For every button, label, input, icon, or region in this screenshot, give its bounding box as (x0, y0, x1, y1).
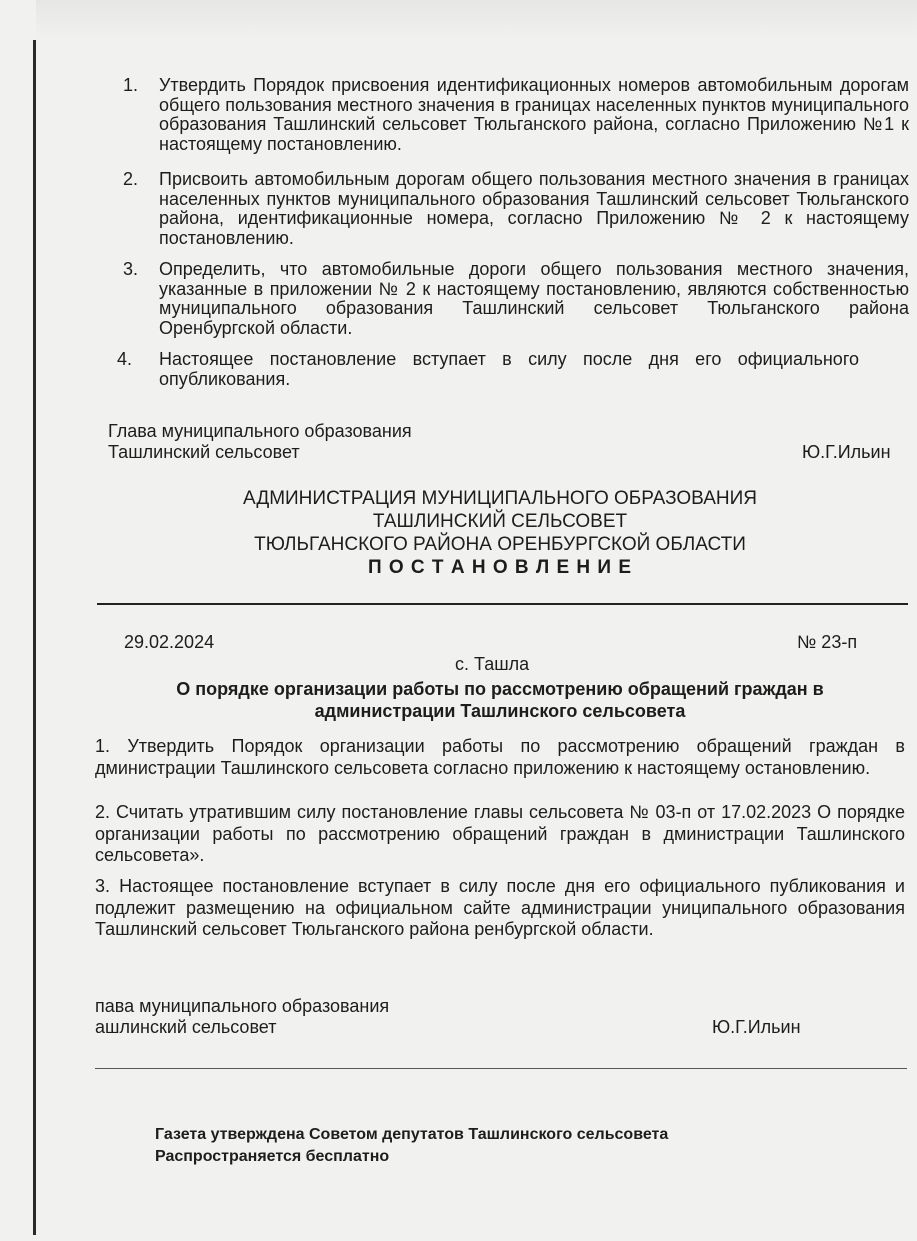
footer-rule (95, 1068, 907, 1069)
footer-line: Распространяется бесплатно (155, 1148, 390, 1165)
signature-title: Глава муниципального образования (108, 421, 412, 441)
list-item-text: Настоящее постановление вступает в силу после дня его официального опубликования. (159, 349, 859, 389)
list-item-text: Присвоить автомобильным дорогам общего пользования местного значения в границах населенных пунктов муниципального образования Ташлинский сельсовет Тюльганского района, идентификационные номера, согласно Приложению № 2 к настоящему постановлению. (159, 169, 909, 248)
list-item-text: Утвердить Порядок присвоения идентификационных номеров автомобильным дорогам общего пользования местного значения в границах населенных пунктов муниципального образования Ташлинский сельсовет Тюльганского района, согласно Приложению №1 к настоящему постановлению. (159, 75, 909, 154)
signature-org: ашлинский сельсовет (95, 1017, 277, 1037)
signature-org: Ташлинский сельсовет (108, 442, 300, 462)
document-title: администрации Ташлинского сельсовета (314, 701, 686, 721)
header-line: ТЮЛЬГАНСКОГО РАЙОНА ОРЕНБУРГСКОЙ ОБЛАСТИ (254, 534, 746, 555)
paragraph: 2. Считать утратившим силу постановление главы сельсовета № 03-п от 17.02.2023 О порядке организации работы по рассмотрению обращений граждан в дминистрации Ташлинского сельсовета». (95, 802, 905, 865)
document-date: 29.02.2024 (124, 632, 215, 652)
list-item-number: 2. (123, 169, 139, 189)
document-place: с. Ташла (455, 654, 530, 674)
footer-line: Газета утверждена Советом депутатов Ташлинского сельсовета (155, 1126, 669, 1143)
paragraph: 3. Настоящее постановление вступает в силу после дня его официального публикования и подлежит размещению на официальном сайте администрации униципального образования Ташлинский сельсовет Тюльганского района ренбургской области. (95, 876, 905, 939)
document-title: О порядке организации работы по рассмотрению обращений граждан в (176, 679, 824, 699)
scan-shadow (36, 0, 917, 40)
signature-title: пава муниципального образования (95, 996, 390, 1016)
header-line: ТАШЛИНСКИЙ СЕЛЬСОВЕТ (372, 511, 628, 532)
list-item-number: 3. (123, 259, 139, 279)
document-number: № 23-п (797, 632, 858, 652)
signature-name: Ю.Г.Ильин (712, 1017, 801, 1037)
paragraph: 1. Утвердить Порядок организации работы по рассмотрению обращений граждан в дминистрации Ташлинского сельсовета согласно приложению к настоящему остановлению. (95, 736, 905, 778)
signature-name: Ю.Г.Ильин (802, 442, 891, 462)
header-rule (97, 603, 908, 605)
document-type: П О С Т А Н О В Л Е Н И Е (367, 557, 633, 578)
header-line: АДМИНИСТРАЦИЯ МУНИЦИПАЛЬНОГО ОБРАЗОВАНИЯ (243, 488, 757, 509)
page-edge (33, 40, 36, 1235)
list-item-number: 4. (117, 349, 133, 369)
list-item-text: Определить, что автомобильные дороги общего пользования местного значения, указанные в приложении № 2 к настоящему постановлению, являются собственностью муниципального образования Ташлинский сельсовет Тюльганского района Оренбургской области. (159, 259, 909, 338)
list-item-number: 1. (123, 75, 139, 95)
